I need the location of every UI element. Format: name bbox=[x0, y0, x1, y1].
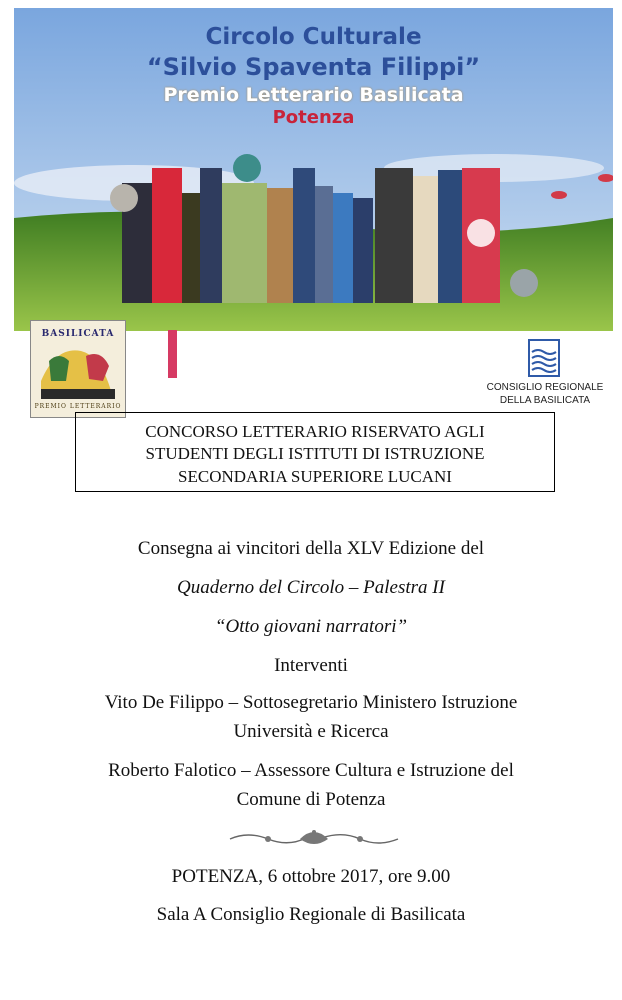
speaker-roberto-line2: Comune di Potenza bbox=[236, 789, 386, 810]
banner-title-line1: Circolo Culturale bbox=[205, 24, 422, 50]
consiglio-line2: DELLA BASILICATA bbox=[499, 395, 591, 406]
event-venue: Sala A Consiglio Regionale di Basilicata bbox=[156, 904, 466, 925]
banner-title-line3: Premio Letterario Basilicata bbox=[163, 84, 464, 106]
consiglio-regionale-logo bbox=[470, 338, 620, 408]
consegna-text: Consegna ai vincitori della XLV Edizione del bbox=[137, 538, 485, 559]
otto-giovani-title: “Otto giovani narratori” bbox=[214, 616, 408, 637]
bookmark-ribbon bbox=[168, 330, 177, 378]
banner-image bbox=[14, 8, 613, 331]
speaker-vito-line2: Università e Ricerca bbox=[233, 721, 389, 742]
ornament-divider-icon bbox=[228, 825, 400, 851]
banner-title-line4: Potenza bbox=[272, 107, 355, 128]
quaderno-title: Quaderno del Circolo – Palestra II bbox=[177, 577, 445, 598]
contest-title-line3: SECONDARIA SUPERIORE LUCANI bbox=[178, 467, 452, 486]
speaker-roberto-line1: Roberto Falotico – Assessore Cultura e Istruzione del bbox=[108, 760, 514, 781]
speaker-vito-line1: Vito De Filippo – Sottosegretario Ministero Istruzione bbox=[104, 692, 518, 713]
interventi-heading: Interventi bbox=[274, 655, 348, 676]
logo-top-text: BASILICATA bbox=[41, 329, 115, 339]
regional-coat-of-arms-icon bbox=[470, 338, 620, 380]
contest-title-line2: STUDENTI DEGLI ISTITUTI DI ISTRUZIONE bbox=[145, 444, 485, 463]
premio-letterario-logo bbox=[30, 320, 126, 418]
consiglio-line1: CONSIGLIO REGIONALE bbox=[486, 382, 604, 393]
logo-bottom-text: PREMIO LETTERARIO bbox=[34, 403, 122, 410]
contest-title-box bbox=[75, 412, 555, 492]
event-date: POTENZA, 6 ottobre 2017, ore 9.00 bbox=[171, 866, 451, 887]
banner-title-line2: “Silvio Spaventa Filippi” bbox=[146, 53, 481, 81]
contest-title-line1: CONCORSO LETTERARIO RISERVATO AGLI bbox=[145, 422, 485, 441]
